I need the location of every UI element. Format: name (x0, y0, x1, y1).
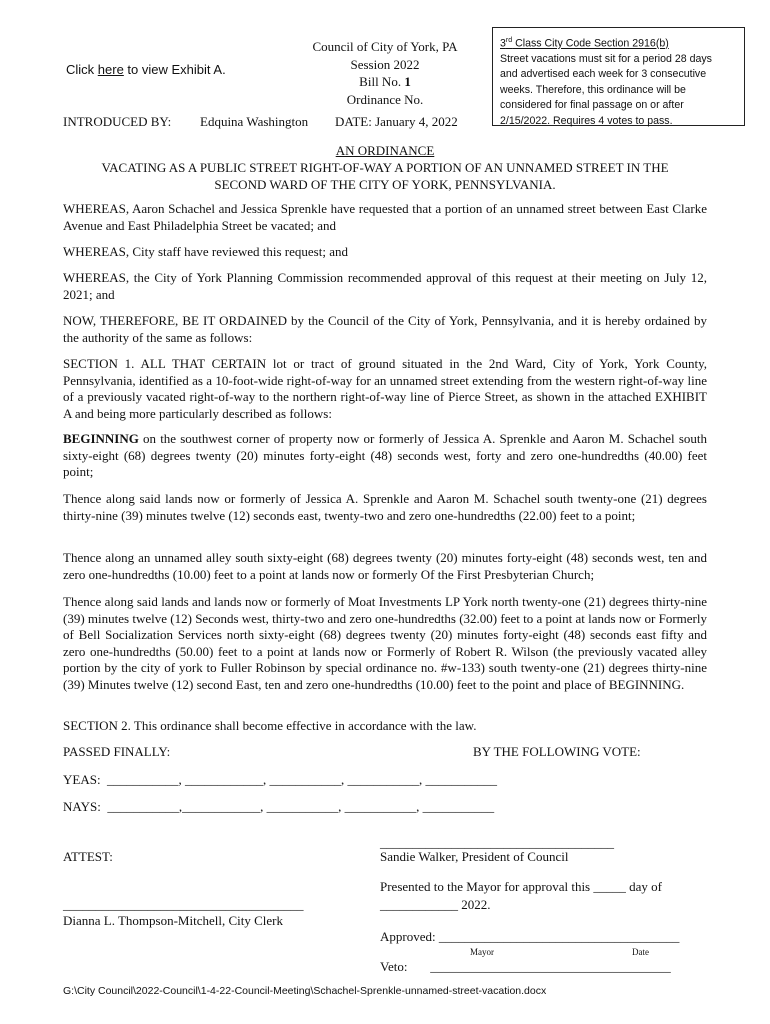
beginning-text: on the southwest corner of property now or formerly of Jessica A. Sprenkle and Aaron M. Schachel south sixty-eight (68) degrees twenty (20) minutes forty-eight (48) seconds west, forty and zero one-hundredths (40.00) feet point; (63, 431, 707, 479)
code-box-line: weeks. Therefore, this ordinance will be (500, 83, 686, 96)
title-line-2: SECOND WARD OF THE CITY OF YORK, PENNSYLVANIA. (214, 177, 556, 192)
beginning-paragraph (63, 431, 707, 481)
veto-line: Veto: _____________________________________ (380, 959, 671, 974)
code-box-heading (500, 33, 744, 52)
mayor-label: Mayor (470, 947, 494, 957)
heading-text: Class City Code Section 2916(b) (512, 37, 669, 50)
presented-line-1: Presented to the Mayor for approval this _____ day of (380, 879, 662, 894)
yeas-line: YEAS: ___________, ____________, ___________, ___________, ___________ (63, 772, 498, 787)
session: Session 2022 (350, 56, 420, 72)
whereas-1: WHEREAS, Aaron Schachel and Jessica Sprenkle have requested that a portion of an unnamed street between East Clarke Avenue and East Philadelphia Street be vacated; and (63, 201, 707, 233)
clerk-name: Dianna L. Thompson-Mitchell, City Clerk (63, 913, 284, 928)
whereas-3: WHEREAS, the City of York Planning Commission recommended approval of this request at their meeting on July 12, 2021; and (63, 270, 707, 302)
introduced-date: DATE: January 4, 2022 (335, 114, 458, 129)
header-block (290, 38, 480, 108)
council-name: Council of City of York, PA (312, 39, 458, 54)
code-box-line: considered for final passage on or after (500, 99, 684, 112)
title-line-1: VACATING AS A PUBLIC STREET RIGHT-OF-WAY A PORTION OF AN UNNAMED STREET IN THE (101, 160, 669, 175)
approved-line: Approved: _____________________________________ (380, 929, 680, 944)
code-box-line: Street vacations must sit for a period 28 days (500, 52, 712, 65)
bill-label: Bill No. (359, 74, 405, 89)
president-name: Sandie Walker, President of Council (380, 849, 569, 864)
bill-line (290, 73, 480, 91)
ordinance-heading: AN ORDINANCE (335, 143, 435, 158)
by-following-vote: BY THE FOLLOWING VOTE: (473, 744, 641, 759)
introduced-name: Edquina Washington (200, 114, 309, 129)
ordinance-number: Ordinance No. (346, 91, 424, 107)
president-signature-line: ____________________________________ (380, 835, 614, 850)
whereas-2: WHEREAS, City staff have reviewed this request; and (63, 244, 348, 259)
attest-label: ATTEST: (63, 849, 113, 864)
exhibit-link[interactable]: here (97, 62, 124, 77)
thence-3: Thence along said lands and lands now or formerly of Moat Investments LP York north twenty-one (21) degrees thirty-nine (39) minutes twelve (12) Seconds west, thirty-two and zero one-hundredths (32.00) feet to a point at lands now or Formerly of Bell Socialization Services north sixty-eight (68) degrees twenty (20) minutes forty-eight (48) seconds east fifty and zero one-hundredths (50.00) feet to a point at lands now or Formerly of Robert R. Wilson (the previously vacated alley portion by the city of york to Fuller Robinson by special ordinance no. #w-133) south twenty-one (21) degrees thirty-nine (39) Minutes twelve (12) second East, ten and zero one-hundredths (10.00) feet to the point and place of BEGINNING. (63, 594, 707, 692)
code-box-line: 2/15/2022. Requires 4 votes to pass. (500, 114, 673, 127)
nays-line: NAYS: ___________,____________, ___________, ___________, ___________ (63, 799, 495, 814)
clerk-signature-line: _____________________________________ (63, 897, 304, 912)
date-label: Date (632, 947, 649, 957)
presented-line-2: ____________ 2022. (380, 897, 491, 912)
section-1: SECTION 1. ALL THAT CERTAIN lot or tract of ground situated in the 2nd Ward, City of York, York County, Pennsylvania, identified as a 10-foot-wide right-of-way for an unnamed street extending from the western right-of-way line of a previously vacated right-of-way to the northern right-of-way line of Pierce Street, as shown in the attached EXHIBIT A and being more particularly described as follows: (63, 356, 707, 421)
section-2: SECTION 2. This ordinance shall become effective in accordance with the law. (63, 718, 477, 733)
exhibit-line (66, 62, 226, 77)
code-section-box (492, 27, 745, 126)
exhibit-suffix: to view Exhibit A. (123, 62, 226, 77)
thence-2: Thence along an unnamed alley south sixty-eight (68) degrees twenty (20) minutes forty-eight (48) seconds west, ten and zero one-hundredths (10.00) feet to a point at lands now or formerly Of the First Presbyterian Church; (63, 550, 707, 582)
introduced-label: INTRODUCED BY: (63, 114, 172, 129)
heading-superscript: rd (505, 37, 513, 44)
exhibit-prefix: Click (66, 62, 98, 77)
passed-finally: PASSED FINALLY: (63, 744, 171, 759)
beginning-bold: BEGINNING (63, 431, 139, 446)
thence-1: Thence along said lands now or formerly of Jessica A. Sprenkle and Aaron M. Schachel south twenty-one (21) degrees thirty-nine (39) minutes twelve (12) seconds east, twenty-two and zero one-hundredths (22.00) feet to a point; (63, 491, 707, 523)
code-box-line: and advertised each week for 3 consecutive (500, 68, 707, 81)
now-therefore: NOW, THEREFORE, BE IT ORDAINED by the Council of the City of York, Pennsylvania, and it is hereby ordained by the authority of the same as follows: (63, 313, 707, 345)
bill-number: 1 (404, 74, 411, 89)
ordinance-title (63, 142, 707, 193)
file-path-footer: G:\City Council\2022-Council\1-4-22-Council-Meeting\Schachel-Sprenkle-unnamed-street-vacation.docx (63, 985, 547, 997)
heading-number: 3 (500, 37, 506, 50)
